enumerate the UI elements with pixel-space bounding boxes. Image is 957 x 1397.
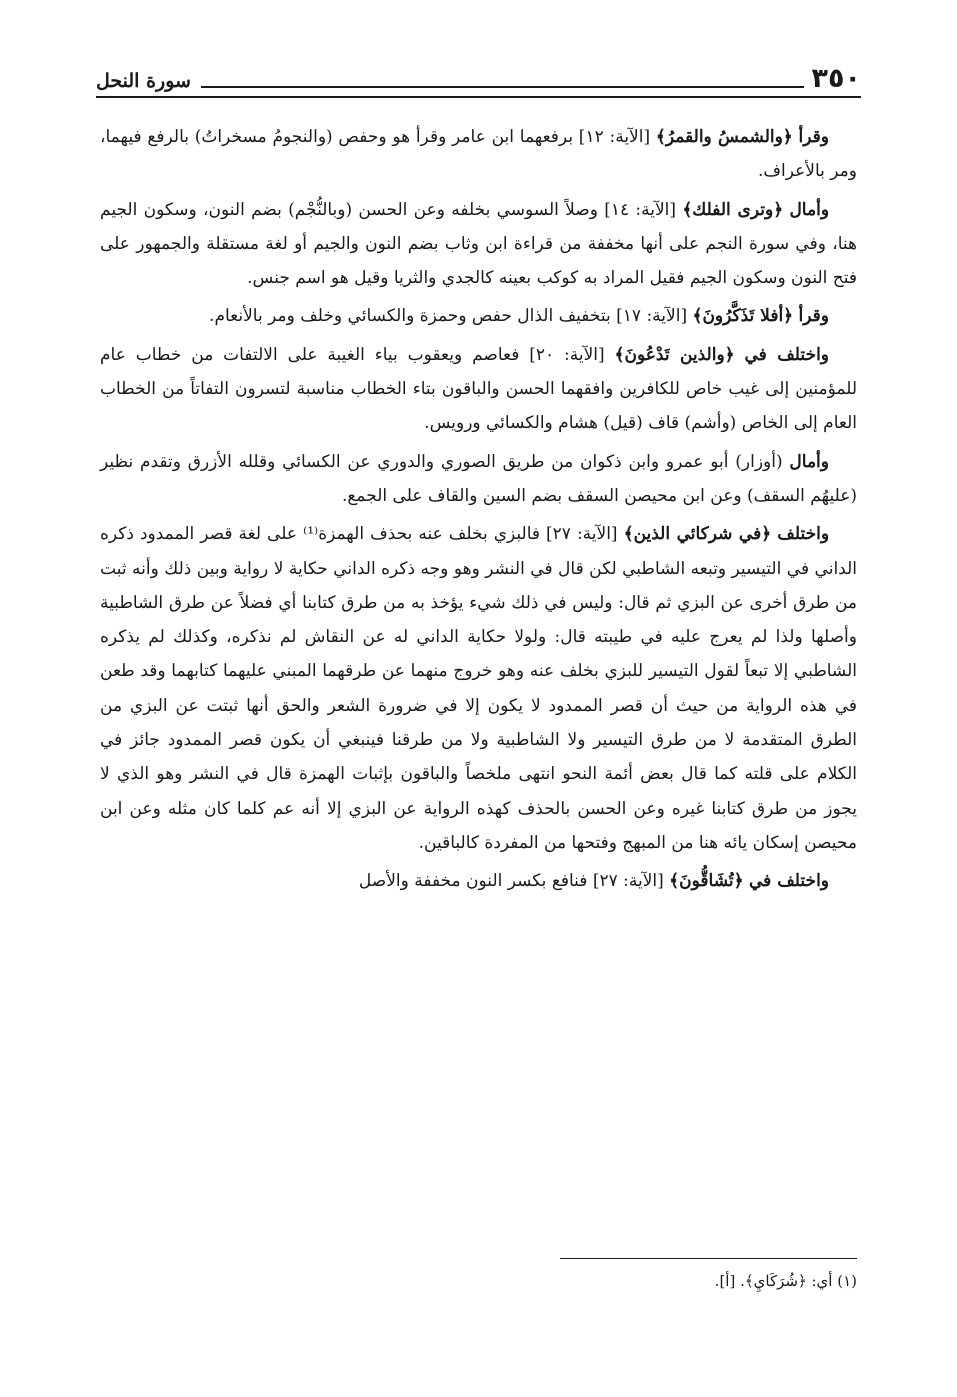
quran-quote: ﴿أفلا تَذَكَّرُونَ﴾	[692, 306, 794, 327]
paragraph	[100, 299, 857, 333]
paragraph-lead: وقرأ	[798, 306, 829, 327]
paragraph	[100, 338, 857, 441]
paragraph-lead: واختلف في	[748, 871, 829, 892]
quran-quote: ﴿والذين تَدْعُونَ﴾	[614, 344, 735, 365]
paragraph-lead: وأمال	[789, 451, 829, 472]
paragraph	[100, 120, 857, 189]
paragraph-lead: واختلف في	[744, 344, 830, 365]
paragraph-text: [الآية: ٢٧] فنافع بكسر النون مخففة والأصل	[358, 871, 664, 892]
paragraph-lead: وقرأ	[798, 127, 829, 147]
page-header	[96, 56, 861, 94]
paragraph-text: [الآية: ١٤] وصلاً السوسي بخلفه وعن الحسن (وبالنُّجْم) بضم النون، وسكون الجيم هنا، وفي سورة النجم على أنها مخففة من قراءة ابن وثاب بضم النون والجيم أو لغة مستقلة والجمهور على فتح النون وسكون الجيم فقيل المراد به كوكب بعينه كالجدي والثريا وقيل هو اسم جنس.	[100, 199, 857, 289]
header-divider	[201, 86, 804, 88]
surah-title: سورة النحل	[96, 70, 191, 92]
page-number: ٣٥٠	[811, 63, 861, 94]
footnote-divider	[560, 1258, 857, 1259]
paragraph	[100, 193, 857, 296]
page-body	[100, 120, 857, 903]
paragraph	[100, 864, 857, 898]
paragraph	[100, 445, 857, 514]
paragraph-lead: واختلف	[777, 524, 830, 545]
header-rule	[96, 96, 861, 98]
quran-quote: ﴿والشمسُ والقمرُ﴾	[655, 127, 793, 147]
paragraph-text: [الآية: ٢٧] فالبزي بخلف عنه بحذف الهمزة⁽¹⁾ على لغة قصر الممدود ذكره الداني في التيسير وتبعه الشاطبي لكن قال في النشر وهو وجه ذكره الداني حكاية لا رواية وبين ذلك وأنه ثبت من طرق أخرى عن البزي ثم قال: وليس في ذلك شيء يؤخذ به من طرق كتابنا أي فضلاً عن طرق الشاطبية وأصلها ولذا لم يعرج عليه في طيبته قال: ولولا حكاية الداني له عن النقاش لم نذكره، وكذلك لم يذكره الشاطبي إلا تبعاً لقول التيسير للبزي بخلف عنه وهو خروج منهما عن طرقهما المبني عليهما كتابهما وقد طعن في هذه الرواية من حيث أن قصر الممدود لا يكون إلا في ضرورة الشعر والحق أنها ثبتت عن البزي من الطرق المتقدمة لا من طرق التيسير ولا الشاطبية ولا من طرقنا فينبغي أن يكون قصر الممدود جائز في الكلام على قلته كما قال بعض أئمة النحو انتهى ملخصاً والباقون بإثبات الهمزة قال في النشر وهو الذي لا يجوز من طرق كتابنا غيره وعن الحسن بالحذف كهذه الرواية عن البزي إلا أنه عم كلما كان مثله وعن ابن محيصن إسكان يائه هنا من المبهج وفتحها من المفردة كالباقين.	[100, 524, 857, 853]
paragraph-text: (أوزار) أبو عمرو وابن ذكوان من طريق الصوري والدوري عن الكسائي وقلله الأزرق وتقدم نظير (عليهُم السقف) وعن ابن محيصن السقف بضم السين والقاف على الجمع.	[100, 451, 857, 506]
paragraph	[100, 517, 857, 860]
paragraph-text: [الآية: ١٧] بتخفيف الذال حفص وحمزة والكسائي وخلف ومر بالأنعام.	[209, 306, 688, 327]
footnote: (١) أي: ﴿شُرَكَايِ﴾. [أ].	[714, 1272, 857, 1290]
quran-quote: ﴿وترى الفلك﴾	[682, 199, 784, 220]
quran-quote: ﴿تُشَاقُّونَ﴾	[669, 871, 744, 892]
paragraph-lead: وأمال	[789, 199, 830, 220]
quran-quote: ﴿في شركائي الذين﴾	[623, 524, 772, 545]
paragraph-text: [الآية: ١٢] برفعهما ابن عامر وقرأ هو وحفص (والنجومُ مسخراتُ) بالرفع فيهما، ومر بالأعراف.	[100, 127, 857, 182]
paragraph-text: [الآية: ٢٠] فعاصم ويعقوب بياء الغيبة على الالتفات من خطاب عام للمؤمنين إلى غيب خاص للكافرين وافقهما الحسن والباقون بتاء الخطاب مناسبة لتسرون التفاتاً من الخطاب العام إلى الخاص (وأشم) قاف (قيل) هشام والكسائي ورويس.	[100, 344, 857, 434]
